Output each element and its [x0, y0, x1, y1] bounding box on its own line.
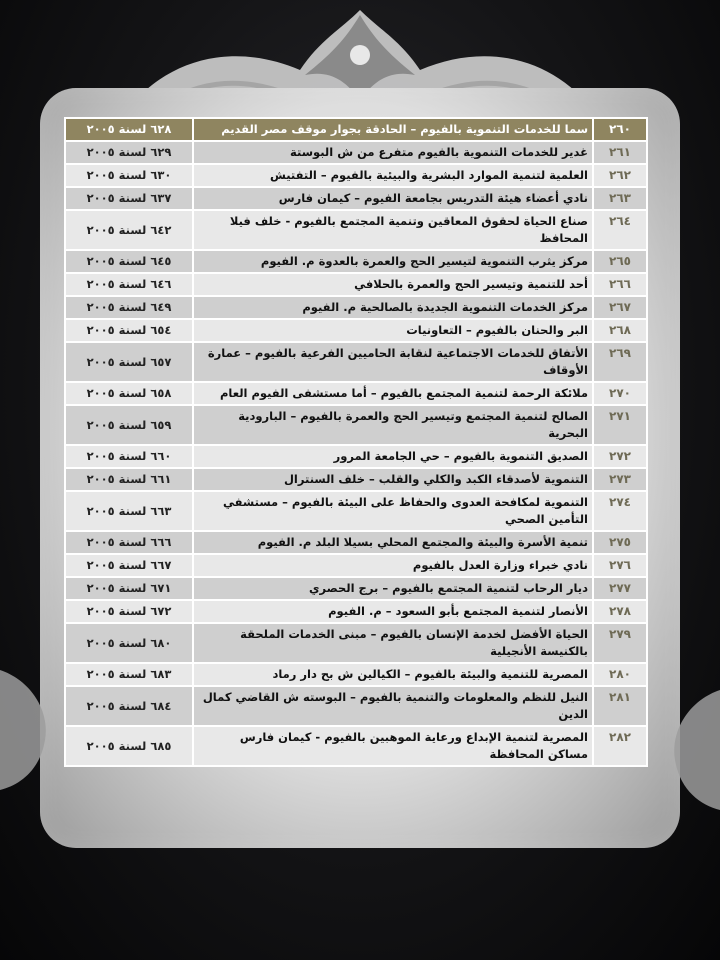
association-name: الحياة الأفضل لخدمة الإنسان بالفيوم – مبنى الخدمات الملحقة بالكنيسة الأنجيلية — [193, 623, 593, 663]
registration-number: ٦٨٣ لسنة ٢٠٠٥ — [65, 663, 193, 686]
association-name: مركز الخدمات التنموية الجديدة بالصالحية م. الفيوم — [193, 296, 593, 319]
row-number: ٢٧٥ — [593, 531, 647, 554]
association-name: ديار الرحاب لتنمية المجتمع بالفيوم – برج الحصري — [193, 577, 593, 600]
row-number: ٢٨١ — [593, 686, 647, 726]
association-name: البر والحنان بالفيوم – التعاونيات — [193, 319, 593, 342]
registration-number: ٦٨٥ لسنة ٢٠٠٥ — [65, 726, 193, 766]
table-row — [65, 273, 647, 296]
registration-number: ٦٧٢ لسنة ٢٠٠٥ — [65, 600, 193, 623]
registration-number: ٦٧١ لسنة ٢٠٠٥ — [65, 577, 193, 600]
table-row — [65, 531, 647, 554]
table-row — [65, 141, 647, 164]
association-name: الصديق التنموية بالفيوم – حي الجامعة المرور — [193, 445, 593, 468]
association-name: التنموية لمكافحة العدوى والحفاظ على البيئة بالفيوم – مستشفي التأمين الصحي — [193, 491, 593, 531]
registration-number: ٦٣٧ لسنة ٢٠٠٥ — [65, 187, 193, 210]
row-number: ٢٧٤ — [593, 491, 647, 531]
row-number: ٢٧٣ — [593, 468, 647, 491]
row-number: ٢٧٢ — [593, 445, 647, 468]
table-row — [65, 600, 647, 623]
row-number: ٢٧٩ — [593, 623, 647, 663]
table-row — [65, 726, 647, 766]
row-number: ٢٧٠ — [593, 382, 647, 405]
table-row — [65, 577, 647, 600]
association-name: الأتفاق للخدمات الاجتماعية لنقابة الحاميين الفرعية بالفيوم – عمارة الأوقاف — [193, 342, 593, 382]
row-number: ٢٦٨ — [593, 319, 647, 342]
row-number: ٢٧١ — [593, 405, 647, 445]
registration-number: ٦٦٣ لسنة ٢٠٠٥ — [65, 491, 193, 531]
ornament-right-decoration — [660, 680, 720, 820]
registration-number: ٦٥٨ لسنة ٢٠٠٥ — [65, 382, 193, 405]
table-row — [65, 342, 647, 382]
registration-number: ٦٥٧ لسنة ٢٠٠٥ — [65, 342, 193, 382]
association-name: نادي خبراء وزارة العدل بالفيوم — [193, 554, 593, 577]
association-name: النيل للنظم والمعلومات والتنمية بالفيوم – البوسته ش القاضي كمال الدين — [193, 686, 593, 726]
association-name: العلمية لتنمية الموارد البشرية والبيئية بالفيوم – التفتيش — [193, 164, 593, 187]
registration-number: ٦٢٩ لسنة ٢٠٠٥ — [65, 141, 193, 164]
table-row — [65, 118, 647, 141]
associations-table — [64, 117, 648, 767]
row-number: ٢٦٩ — [593, 342, 647, 382]
registration-number: ٦٤٦ لسنة ٢٠٠٥ — [65, 273, 193, 296]
table-row — [65, 405, 647, 445]
association-name: نادي أعضاء هيئة التدريس بجامعة الفيوم – كيمان فارس — [193, 187, 593, 210]
row-number: ٢٦٤ — [593, 210, 647, 250]
table-row — [65, 686, 647, 726]
association-name: التنموية لأصدقاء الكبد والكلي والقلب – خلف السنترال — [193, 468, 593, 491]
association-name: أحد للتنمية وتيسير الحج والعمرة بالحلافي — [193, 273, 593, 296]
registration-number: ٦٦٦ لسنة ٢٠٠٥ — [65, 531, 193, 554]
association-name: صناع الحياة لحقوق المعاقين وتنمية المجتمع بالفيوم - خلف فيلا المحافظ — [193, 210, 593, 250]
ornament-left-decoration — [0, 660, 60, 800]
registration-number: ٦٢٨ لسنة ٢٠٠٥ — [65, 118, 193, 141]
row-number: ٢٦٠ — [593, 118, 647, 141]
registration-number: ٦٥٤ لسنة ٢٠٠٥ — [65, 319, 193, 342]
table-row — [65, 468, 647, 491]
row-number: ٢٨٠ — [593, 663, 647, 686]
registration-number: ٦٦٠ لسنة ٢٠٠٥ — [65, 445, 193, 468]
table-row — [65, 623, 647, 663]
table-row — [65, 210, 647, 250]
association-name: سما للخدمات التنموية بالفيوم – الحادقة بجوار موقف مصر القديم — [193, 118, 593, 141]
row-number: ٢٦٣ — [593, 187, 647, 210]
registration-number: ٦٥٩ لسنة ٢٠٠٥ — [65, 405, 193, 445]
row-number: ٢٦١ — [593, 141, 647, 164]
registration-number: ٦٤٩ لسنة ٢٠٠٥ — [65, 296, 193, 319]
registration-number: ٦٦١ لسنة ٢٠٠٥ — [65, 468, 193, 491]
registration-number: ٦٣٠ لسنة ٢٠٠٥ — [65, 164, 193, 187]
table-row — [65, 445, 647, 468]
registration-number: ٦٤٥ لسنة ٢٠٠٥ — [65, 250, 193, 273]
registration-number: ٦٦٧ لسنة ٢٠٠٥ — [65, 554, 193, 577]
row-number: ٢٨٢ — [593, 726, 647, 766]
association-name: تنمية الأسرة والبيئة والمجتمع المحلي بسيلا البلد م. الفيوم — [193, 531, 593, 554]
row-number: ٢٦٥ — [593, 250, 647, 273]
table-row — [65, 250, 647, 273]
association-name: الأنصار لتنمية المجتمع بأبو السعود – م. الفيوم — [193, 600, 593, 623]
table-row — [65, 663, 647, 686]
association-name: المصرية لتنمية الإبداع ورعاية الموهبين بالفيوم - كيمان فارس مساكن المحافظة — [193, 726, 593, 766]
association-name: ملائكة الرحمة لتنمية المجتمع بالفيوم – أما مستشفى الفيوم العام — [193, 382, 593, 405]
row-number: ٢٧٦ — [593, 554, 647, 577]
association-name: مركز يثرب التنموية لتيسير الحج والعمرة بالعدوة م. الفيوم — [193, 250, 593, 273]
table-row — [65, 187, 647, 210]
registration-number: ٦٤٢ لسنة ٢٠٠٥ — [65, 210, 193, 250]
table-row — [65, 491, 647, 531]
row-number: ٢٧٧ — [593, 577, 647, 600]
row-number: ٢٧٨ — [593, 600, 647, 623]
row-number: ٢٦٦ — [593, 273, 647, 296]
table-row — [65, 296, 647, 319]
table-row — [65, 382, 647, 405]
association-name: الصالح لتنمية المجتمع وتيسير الحج والعمرة بالفيوم – البارودية البحرية — [193, 405, 593, 445]
row-number: ٢٦٢ — [593, 164, 647, 187]
registration-number: ٦٨٤ لسنة ٢٠٠٥ — [65, 686, 193, 726]
association-name: غدير للخدمات التنموية بالفيوم متفرع من ش البوستة — [193, 141, 593, 164]
registration-number: ٦٨٠ لسنة ٢٠٠٥ — [65, 623, 193, 663]
row-number: ٢٦٧ — [593, 296, 647, 319]
association-name: المصرية للتنمية والبيئة بالفيوم – الكيالين ش بح دار رماد — [193, 663, 593, 686]
table-row — [65, 319, 647, 342]
table-row — [65, 554, 647, 577]
table-row — [65, 164, 647, 187]
